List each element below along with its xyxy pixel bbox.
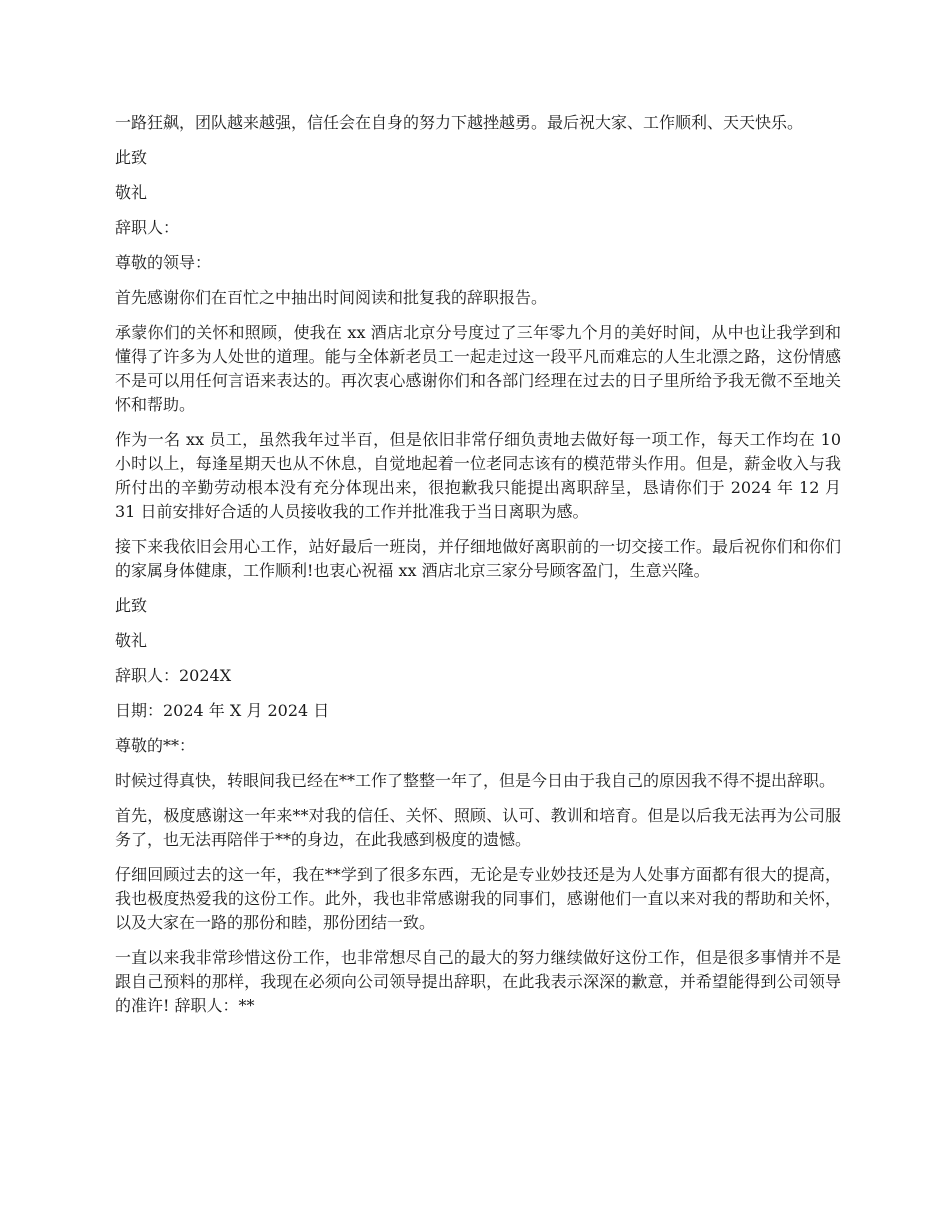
signature-line: 辞职人： xyxy=(115,218,180,237)
body-paragraph: 承蒙你们的关怀和照顾，使我在 xx 酒店北京分号度过了三年零九个月的美好时间，从中也让我学到和懂得了许多为人处世的道理。能与全体新老员工一起走过这一段平凡而难忘的人生北漂之路，这份情感不是可以用任何言语来表达的。再次衷心感谢你们和各部门经理在过去的日子里所给予我无微不至地关怀和帮助。 xyxy=(115,323,841,414)
date-line: 日期：2024 年 X 月 2024 日 xyxy=(115,701,330,720)
body-paragraph: 一直以来我非常珍惜这份工作，也非常想尽自己的最大的努力继续做好这份工作，但是很多事情并不是跟自己预料的那样，我现在必须向公司领导提出辞职，在此我表示深深的歉意，并希望能得到公司领导的准许! 辞职人：** xyxy=(115,948,841,1015)
signature-line: 辞职人：2024X xyxy=(115,666,232,685)
letter-greeting: 尊敬的**： xyxy=(115,736,196,755)
body-paragraph: 首先，极度感谢这一年来**对我的信任、关怀、照顾、认可、教训和培育。但是以后我无法再为公司服务了，也无法再陪伴于**的身边，在此我感到极度的遗憾。 xyxy=(115,806,841,849)
salutation-jingli: 敬礼 xyxy=(115,183,148,202)
closing-wish-paragraph: 一路狂飙，团队越来越强，信任会在自身的努力下越挫越勇。最后祝大家、工作顺利、天天快乐。 xyxy=(115,113,804,132)
body-paragraph: 时候过得真快，转眼间我已经在**工作了整整一年了，但是今日由于我自己的原因我不得不提出辞职。 xyxy=(115,771,836,790)
document-body xyxy=(115,111,841,1029)
body-paragraph: 作为一名 xx 员工，虽然我年过半百，但是依旧非常仔细负责地去做好每一项工作，每天工作均在 10 小时以上，每逢星期天也从不休息，自觉地起着一位老同志该有的模范带头作用。但是，薪金收入与我所付出的辛勤劳动根本没有充分体现出来，很抱歉我只能提出离职辞呈，恳请你们于 2024 年 12 月 31 日前安排好合适的人员接收我的工作并批准我于当日离职为感。 xyxy=(115,430,841,521)
body-paragraph: 仔细回顾过去的这一年，我在**学到了很多东西，无论是专业妙技还是为人处事方面都有很大的提高，我也极度热爱我的这份工作。此外，我也非常感谢我的同事们，感谢他们一直以来对我的帮助和关怀，以及大家在一路的那份和睦，那份团结一致。 xyxy=(115,865,841,932)
salutation-cizhi: 此致 xyxy=(115,596,148,615)
body-paragraph: 接下来我依旧会用心工作，站好最后一班岗，并仔细地做好离职前的一切交接工作。最后祝你们和你们的家属身体健康，工作顺利!也衷心祝福 xx 酒店北京三家分号顾客盈门，生意兴隆。 xyxy=(115,537,841,580)
body-paragraph: 首先感谢你们在百忙之中抽出时间阅读和批复我的辞职报告。 xyxy=(115,288,548,307)
salutation-cizhi: 此致 xyxy=(115,148,148,167)
salutation-jingli: 敬礼 xyxy=(115,631,148,650)
letter-greeting: 尊敬的领导： xyxy=(115,253,212,272)
